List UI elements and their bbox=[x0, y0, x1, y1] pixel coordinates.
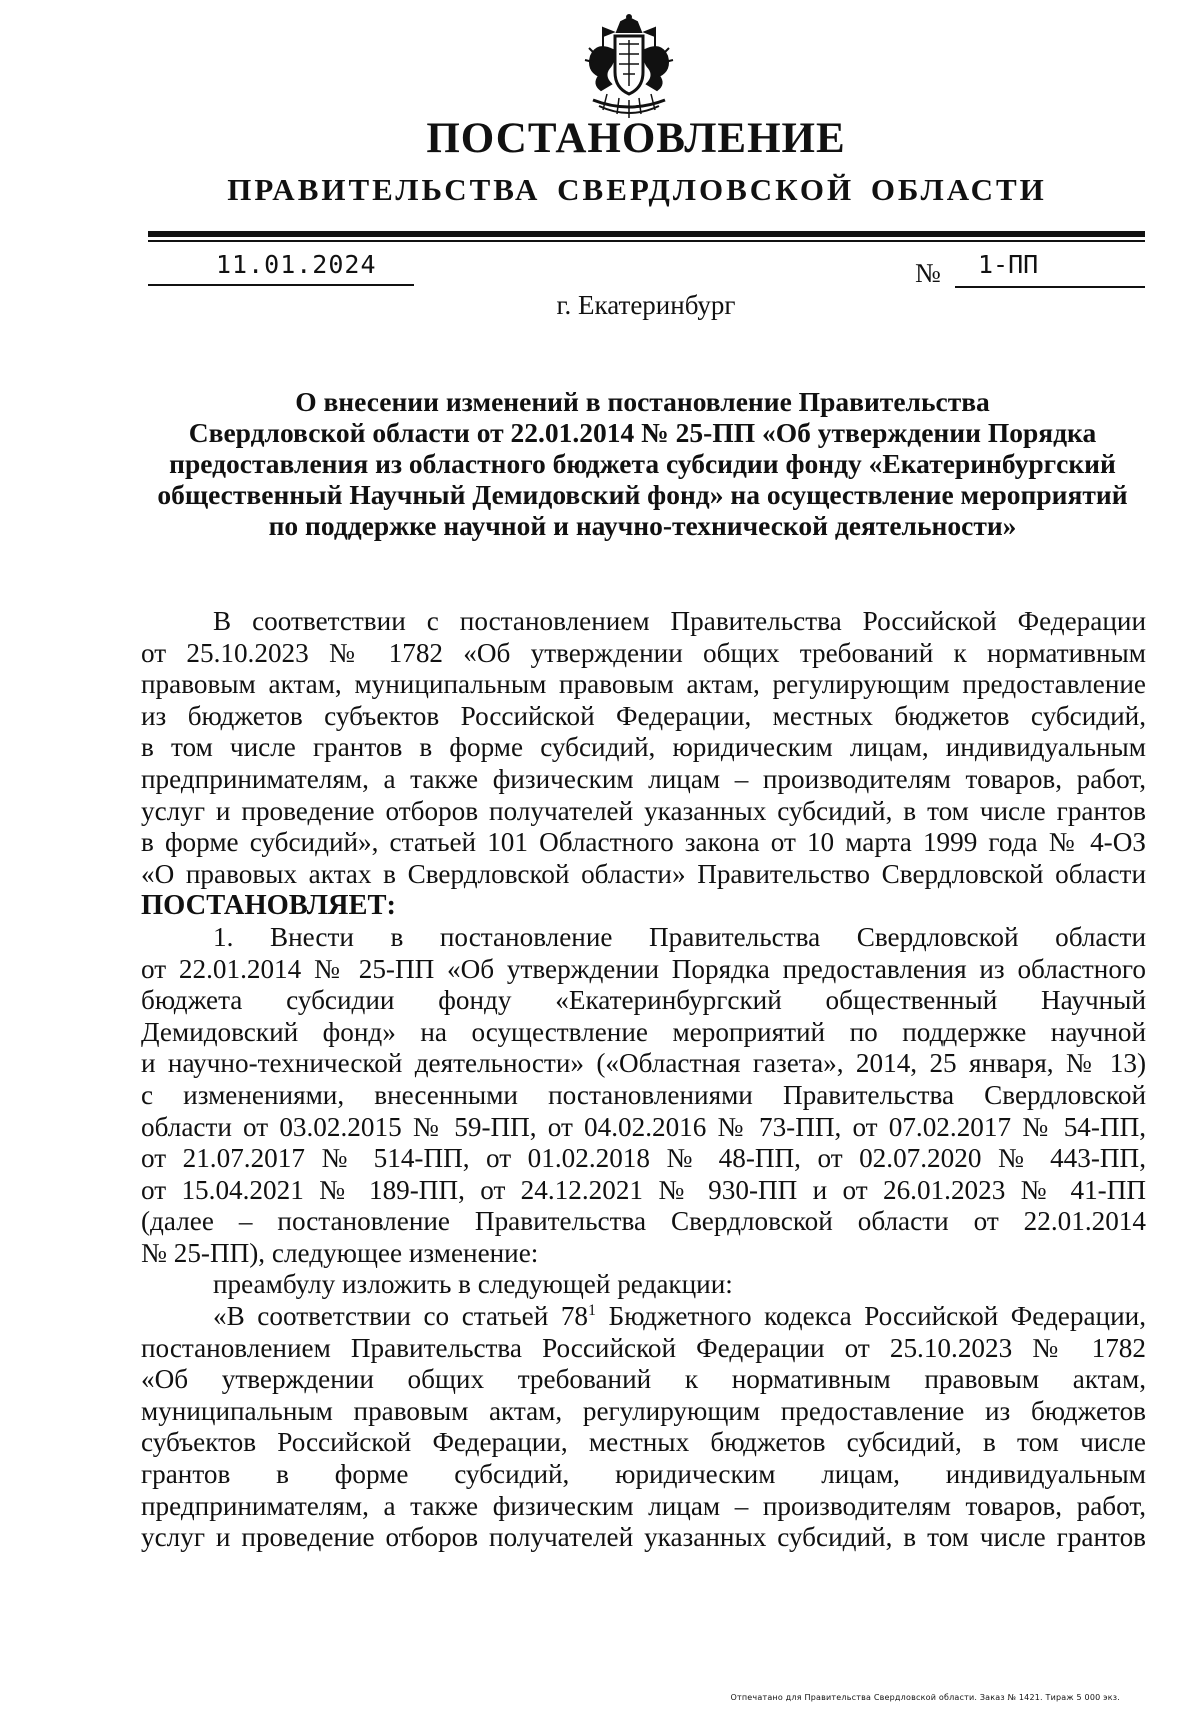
document-date: 11.01.2024 bbox=[216, 250, 377, 279]
body-line: правовым актам, муниципальным правовым актам, регулирующим предоставление bbox=[141, 669, 1146, 700]
number-label: № bbox=[915, 258, 941, 288]
heading-line: О внесении изменений в постановление Правительства bbox=[295, 386, 990, 417]
body-line: из бюджетов субъектов Российской Федерации, местных бюджетов субсидий, bbox=[141, 700, 1146, 731]
body-line: от 22.01.2014 № 25-ПП «Об утверждении Порядка предоставления из областного bbox=[141, 953, 1146, 984]
body-line: «О правовых актах в Свердловской области» Правительство Свердловской области bbox=[141, 858, 1146, 889]
body-line: В соответствии с постановлением Правительства Российской Федерации bbox=[213, 606, 1146, 636]
body-line: преамбулу изложить в следующей редакции: bbox=[213, 1269, 733, 1300]
body-line: бюджета субсидии фонду «Екатеринбургский общественный Научный bbox=[141, 985, 1146, 1016]
heading-line: Свердловской области от 22.01.2014 № 25-ПП «Об утверждении Порядка bbox=[188, 417, 1097, 448]
body-line: от 25.10.2023 № 1782 «Об утверждении общих требований к нормативным bbox=[141, 637, 1146, 668]
body-line: 1. Внести в постановление Правительства Свердловской области bbox=[213, 921, 1146, 952]
body-line: «Об утверждении общих требований к нормативным правовым актам, bbox=[141, 1364, 1146, 1395]
resolves-keyword: ПОСТАНОВЛЯЕТ: bbox=[141, 890, 397, 922]
print-imprint: Отпечатано для Правительства Свердловской области. Заказ № 1421. Тираж 5 000 экз. bbox=[730, 1693, 1120, 1702]
document-body bbox=[141, 606, 1146, 1554]
number-underline bbox=[955, 286, 1145, 288]
date-underline bbox=[148, 284, 414, 286]
body-line: Демидовский фонд» на осуществление мероприятий по поддержке научной bbox=[141, 1016, 1146, 1047]
document-heading bbox=[140, 386, 1145, 541]
document-type-title: ПОСТАНОВЛЕНИЕ bbox=[426, 115, 846, 162]
body-line: постановлением Правительства Российской Федерации от 25.10.2023 № 1782 bbox=[141, 1332, 1146, 1363]
heading-line: по поддержке научной и научно-технической деятельности» bbox=[268, 510, 1017, 541]
body-line: от 15.04.2021 № 189-ПП, от 24.12.2021 № 930-ПП и от 26.01.2023 № 41-ПП bbox=[141, 1174, 1146, 1205]
body-line: грантов в форме субсидий, юридическим лицам, индивидуальным bbox=[141, 1459, 1146, 1490]
body-line: от 21.07.2017 № 514-ПП, от 01.02.2018 № 48-ПП, от 02.07.2020 № 443-ПП, bbox=[141, 1143, 1146, 1174]
body-line: услуг и проведение отборов получателей указанных субсидий, в том числе грантов bbox=[141, 795, 1146, 826]
header-divider-thin bbox=[148, 240, 1145, 242]
body-line: предпринимателям, а также физическим лицам – производителям товаров, работ, bbox=[141, 763, 1146, 794]
issuing-authority: ПРАВИТЕЛЬСТВА СВЕРДЛОВСКОЙ ОБЛАСТИ bbox=[227, 172, 1047, 207]
body-line-with-superscript bbox=[141, 1301, 1146, 1333]
body-line: (далее – постановление Правительства Свердловской области от 22.01.2014 bbox=[141, 1206, 1146, 1237]
body-line: субъектов Российской Федерации, местных бюджетов субсидий, в том числе bbox=[141, 1427, 1146, 1458]
document-number: 1-ПП bbox=[978, 250, 1039, 279]
body-line: муниципальным правовым актам, регулирующим предоставление из бюджетов bbox=[141, 1395, 1146, 1426]
body-line: № 25-ПП), следующее изменение: bbox=[141, 1237, 539, 1268]
body-line: услуг и проведение отборов получателей указанных субсидий, в том числе грантов bbox=[141, 1522, 1146, 1553]
body-line: и научно-технической деятельности» («Областная газета», 2014, 25 января, № 13) bbox=[141, 1048, 1146, 1079]
body-line: в форме субсидий», статьей 101 Областного закона от 10 марта 1999 года № 4-ОЗ bbox=[141, 827, 1146, 858]
heading-line: общественный Научный Демидовский фонд» на осуществление мероприятий bbox=[157, 479, 1128, 510]
body-line: с изменениями, внесенными постановлениями Правительства Свердловской bbox=[141, 1079, 1146, 1110]
header-divider-thick bbox=[148, 231, 1145, 237]
article-superscript: 1 bbox=[588, 1302, 597, 1319]
body-line: области от 03.02.2015 № 59-ПП, от 04.02.2016 № 73-ПП, от 07.02.2017 № 54-ПП, bbox=[141, 1111, 1146, 1142]
body-text-fragment: Бюджетного кодекса Российской Федерации, bbox=[596, 1301, 1146, 1332]
body-line: в том числе грантов в форме субсидий, юридическим лицам, индивидуальным bbox=[141, 732, 1146, 763]
heading-line: предоставления из областного бюджета субсидии фонду «Екатеринбургский bbox=[169, 448, 1116, 479]
sverdlovsk-coat-of-arms-icon bbox=[573, 14, 685, 126]
document-city: г. Екатеринбург bbox=[556, 290, 736, 320]
body-line: предпринимателям, а также физическим лицам – производителям товаров, работ, bbox=[141, 1490, 1146, 1521]
body-text-fragment: «В соответствии со статьей 78 bbox=[213, 1301, 589, 1332]
